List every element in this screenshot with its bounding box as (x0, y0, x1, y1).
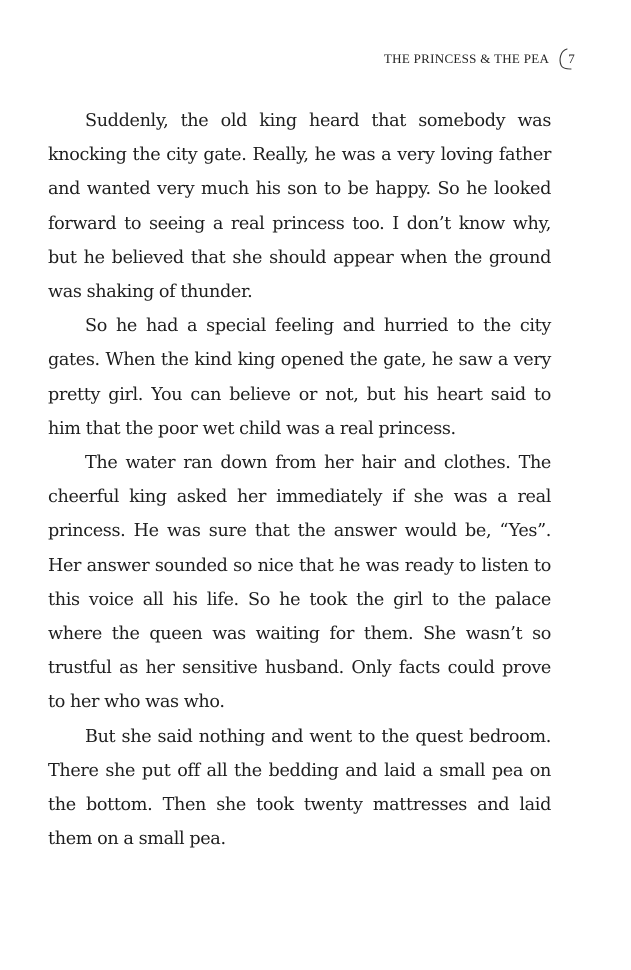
page-number: 7 (568, 51, 575, 66)
body-text (48, 104, 551, 856)
page-number-badge (558, 48, 575, 70)
running-head (384, 48, 575, 70)
paragraph: So he had a special feeling and hurried to the city gates. When the kind king opened the gate, he saw a very pretty girl. You can believe or not, but his heart said to him that the poor wet child was a real princess. (48, 316, 551, 439)
paragraph: The water ran down from her hair and clothes. The cheerful king asked her immediately if she was a real princess. He was sure that the answer would be, “Yes”. Her answer sounded so nice that he was ready to listen to this voice all his life. So he took the girl to the palace where the queen was waiting for them. She wasn’t so trustful as her sensitive husband. Only facts could prove to her who was who. (48, 453, 551, 713)
paragraph: Suddenly, the old king heard that somebody was knocking the city gate. Really, he was a very loving father and wanted very much his son to be happy. So he looked forward to seeing a real princess too. I don’t know why, but he believed that she should appear when the ground was shaking of thunder. (48, 111, 551, 303)
paragraph: But she said nothing and went to the quest bedroom. There she put off all the bedding and laid a small pea on the bottom. Then she took twenty mattresses and laid them on a small pea. (48, 726, 551, 850)
running-head-title: THE PRINCESS & THE PEA (383, 51, 550, 66)
